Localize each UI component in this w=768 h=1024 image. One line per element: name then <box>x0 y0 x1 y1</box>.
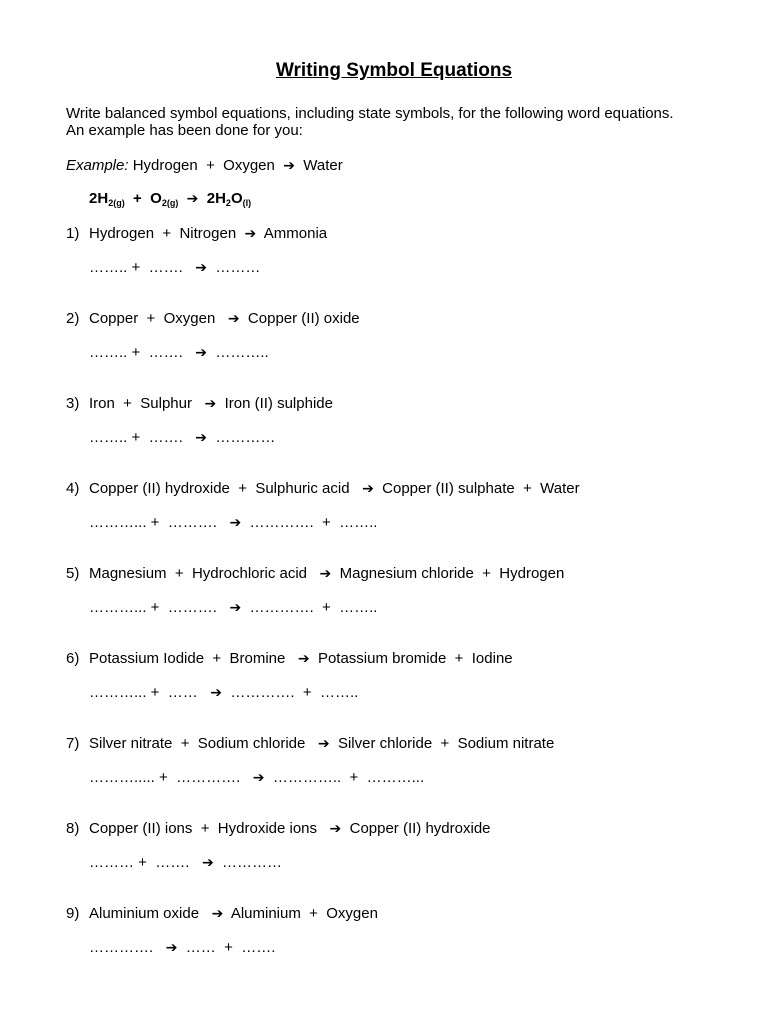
answer-line-2 <box>89 343 269 362</box>
right-arrow-icon: ➔ <box>252 769 265 785</box>
question-number: 4) <box>66 480 80 497</box>
right-arrow-icon: ➔ <box>186 190 199 206</box>
right-arrow-icon: ➔ <box>211 905 224 921</box>
answer-blank-reactants: ………..... + …………. <box>89 769 241 786</box>
answer-blank-products: …………. + …….. <box>249 599 378 616</box>
answer-line-1 <box>89 258 260 277</box>
question-products: Copper (II) sulphate + Water <box>382 480 580 497</box>
example-product-coef: 2H <box>206 190 226 207</box>
right-arrow-icon: ➔ <box>283 157 295 173</box>
answer-blank-products: …………. + …….. <box>249 514 378 531</box>
question-number: 2) <box>66 310 80 327</box>
answer-blank-products: ………… <box>215 429 276 446</box>
right-arrow-icon: ➔ <box>195 259 208 275</box>
question-1 <box>66 224 327 243</box>
right-arrow-icon: ➔ <box>362 480 374 496</box>
example-reactant-2-subscript: 2(g) <box>161 198 179 208</box>
answer-blank-products: ………… <box>222 854 283 871</box>
answer-blank-reactants: ………... + …… <box>89 684 198 701</box>
right-arrow-icon: ➔ <box>204 395 217 411</box>
example-reactant-2: O <box>150 190 162 207</box>
right-arrow-icon: ➔ <box>195 344 208 360</box>
right-arrow-icon: ➔ <box>297 650 310 666</box>
answer-blank-products: …… + ……. <box>185 939 276 956</box>
answer-blank-reactants: …….. + ……. <box>89 344 183 361</box>
answer-blank-reactants: …….. + ……. <box>89 259 183 276</box>
question-reactants: Silver nitrate + Sodium chloride <box>89 735 310 752</box>
question-3 <box>66 394 333 413</box>
question-7 <box>66 734 554 753</box>
answer-line-7 <box>89 768 424 787</box>
question-products: Ammonia <box>263 225 328 242</box>
answer-blank-reactants: ………... + ………. <box>89 514 217 531</box>
instructions-line-2: An example has been done for you: <box>66 122 303 139</box>
example-product: Water <box>303 157 343 174</box>
question-reactants: Aluminium oxide <box>89 905 204 922</box>
question-reactants: Hydrogen + Nitrogen <box>89 225 237 242</box>
right-arrow-icon: ➔ <box>195 429 208 445</box>
answer-line-5 <box>89 598 377 617</box>
question-number: 6) <box>66 650 80 667</box>
question-4 <box>66 479 580 498</box>
question-products: Silver chloride + Sodium nitrate <box>337 735 555 752</box>
answer-blank-reactants: ……… + ……. <box>89 854 190 871</box>
right-arrow-icon: ➔ <box>319 565 332 581</box>
answer-line-3 <box>89 428 275 447</box>
question-5 <box>66 564 564 583</box>
answer-blank-reactants: …………. <box>89 939 154 956</box>
question-number: 8) <box>66 820 80 837</box>
instructions <box>66 105 726 139</box>
right-arrow-icon: ➔ <box>229 599 242 615</box>
question-number: 7) <box>66 735 80 752</box>
question-products: Aluminium + Oxygen <box>230 905 378 922</box>
example-plus: + <box>133 190 142 207</box>
right-arrow-icon: ➔ <box>227 310 240 326</box>
example-reactant-1: 2H <box>89 190 109 207</box>
answer-line-9 <box>89 938 275 957</box>
example-reactants: Hydrogen + Oxygen <box>132 157 275 174</box>
question-products: Copper (II) oxide <box>247 310 360 327</box>
example-label: Example: <box>66 157 129 174</box>
example-reactant-1-subscript: 2(g) <box>108 198 125 208</box>
question-number: 1) <box>66 225 80 242</box>
question-products: Potassium bromide + Iodine <box>317 650 513 667</box>
answer-blank-reactants: ………... + ………. <box>89 599 217 616</box>
question-number: 9) <box>66 905 80 922</box>
right-arrow-icon: ➔ <box>210 684 223 700</box>
question-2 <box>66 309 360 328</box>
answer-blank-products: ……… <box>215 259 261 276</box>
answer-blank-products: ……….. <box>215 344 269 361</box>
question-6 <box>66 649 513 668</box>
answer-blank-products: …………. + …….. <box>230 684 359 701</box>
question-products: Iron (II) sulphide <box>224 395 333 412</box>
page-title: Writing Symbol Equations <box>275 60 513 81</box>
right-arrow-icon: ➔ <box>329 820 342 836</box>
answer-blank-reactants: …….. + ……. <box>89 429 183 446</box>
right-arrow-icon: ➔ <box>165 939 178 955</box>
question-reactants: Iron + Sulphur <box>89 395 197 412</box>
question-8 <box>66 819 491 838</box>
answer-line-8 <box>89 853 282 872</box>
answer-line-6 <box>89 683 358 702</box>
right-arrow-icon: ➔ <box>201 854 214 870</box>
question-reactants: Copper + Oxygen <box>89 310 220 327</box>
question-number: 3) <box>66 395 80 412</box>
example-word-equation <box>66 156 343 175</box>
right-arrow-icon: ➔ <box>244 225 257 241</box>
right-arrow-icon: ➔ <box>317 735 330 751</box>
question-reactants: Copper (II) hydroxide + Sulphuric acid <box>89 480 354 497</box>
right-arrow-icon: ➔ <box>229 514 242 530</box>
question-reactants: Magnesium + Hydrochloric acid <box>89 565 312 582</box>
question-reactants: Potassium Iodide + Bromine <box>89 650 290 667</box>
answer-line-4 <box>89 513 377 532</box>
question-reactants: Copper (II) ions + Hydroxide ions <box>89 820 322 837</box>
example-product-oxygen: O <box>230 190 243 207</box>
question-9 <box>66 904 378 923</box>
question-products: Magnesium chloride + Hydrogen <box>339 565 565 582</box>
answer-blank-products: ………….. + ………... <box>272 769 425 786</box>
question-number: 5) <box>66 565 80 582</box>
question-products: Copper (II) hydroxide <box>349 820 491 837</box>
example-product-state: (l) <box>242 198 252 208</box>
instructions-line-1: Write balanced symbol equations, including state symbols, for the following word equations. <box>66 105 674 122</box>
example-product-subscript: 2 <box>225 198 231 208</box>
example-symbol-equation <box>89 189 251 212</box>
